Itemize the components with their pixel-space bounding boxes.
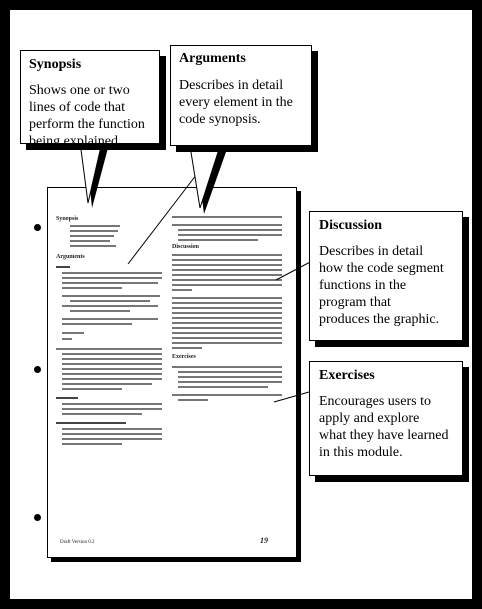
- exercises-line: in this module.: [319, 445, 403, 460]
- discussion-line: produces the graphic.: [319, 312, 440, 327]
- arguments-callout: [170, 45, 312, 146]
- exercises-line: apply and explore: [319, 411, 420, 426]
- discussion-callout-body: [319, 243, 444, 328]
- arguments-callout-title: Arguments: [179, 51, 246, 66]
- exercises-line: what they have learned: [319, 428, 449, 443]
- arguments-pointer-line: [128, 170, 200, 264]
- page-number: 19: [260, 536, 268, 545]
- page-heading-synopsis: Synopsis: [56, 216, 79, 222]
- arguments-line: every element in the: [179, 95, 293, 110]
- discussion-line: Describes in detail: [319, 244, 424, 259]
- discussion-line: functions in the: [319, 278, 407, 293]
- page-heading-exercises: Exercises: [172, 354, 196, 360]
- synopsis-line: perform the function: [29, 117, 145, 132]
- synopsis-line: being explained.: [29, 134, 122, 149]
- synopsis-callout-body: [29, 82, 145, 150]
- arguments-line: code synopsis.: [179, 112, 261, 127]
- synopsis-callout: [20, 50, 160, 149]
- synopsis-line: lines of code that: [29, 100, 126, 115]
- exercises-callout-title: Exercises: [319, 368, 375, 383]
- exercises-callout-body: [319, 393, 448, 461]
- discussion-callout-title: Discussion: [319, 218, 383, 233]
- synopsis-line: Shows one or two: [29, 83, 130, 98]
- arguments-line: Describes in detail: [179, 78, 284, 93]
- arguments-callout-body: [179, 77, 293, 128]
- page-footer-left: Draft Version 0.2: [60, 540, 95, 545]
- page-heading-arguments: Arguments: [56, 254, 85, 260]
- discussion-callout: [309, 211, 463, 341]
- exercises-line: Encourages users to: [319, 394, 431, 409]
- discussion-line: how the code segment: [319, 261, 444, 276]
- synopsis-callout-title: Synopsis: [29, 57, 82, 72]
- discussion-line: program that: [319, 295, 391, 310]
- exercises-callout: [309, 361, 463, 476]
- page-heading-discussion: Discussion: [172, 244, 200, 250]
